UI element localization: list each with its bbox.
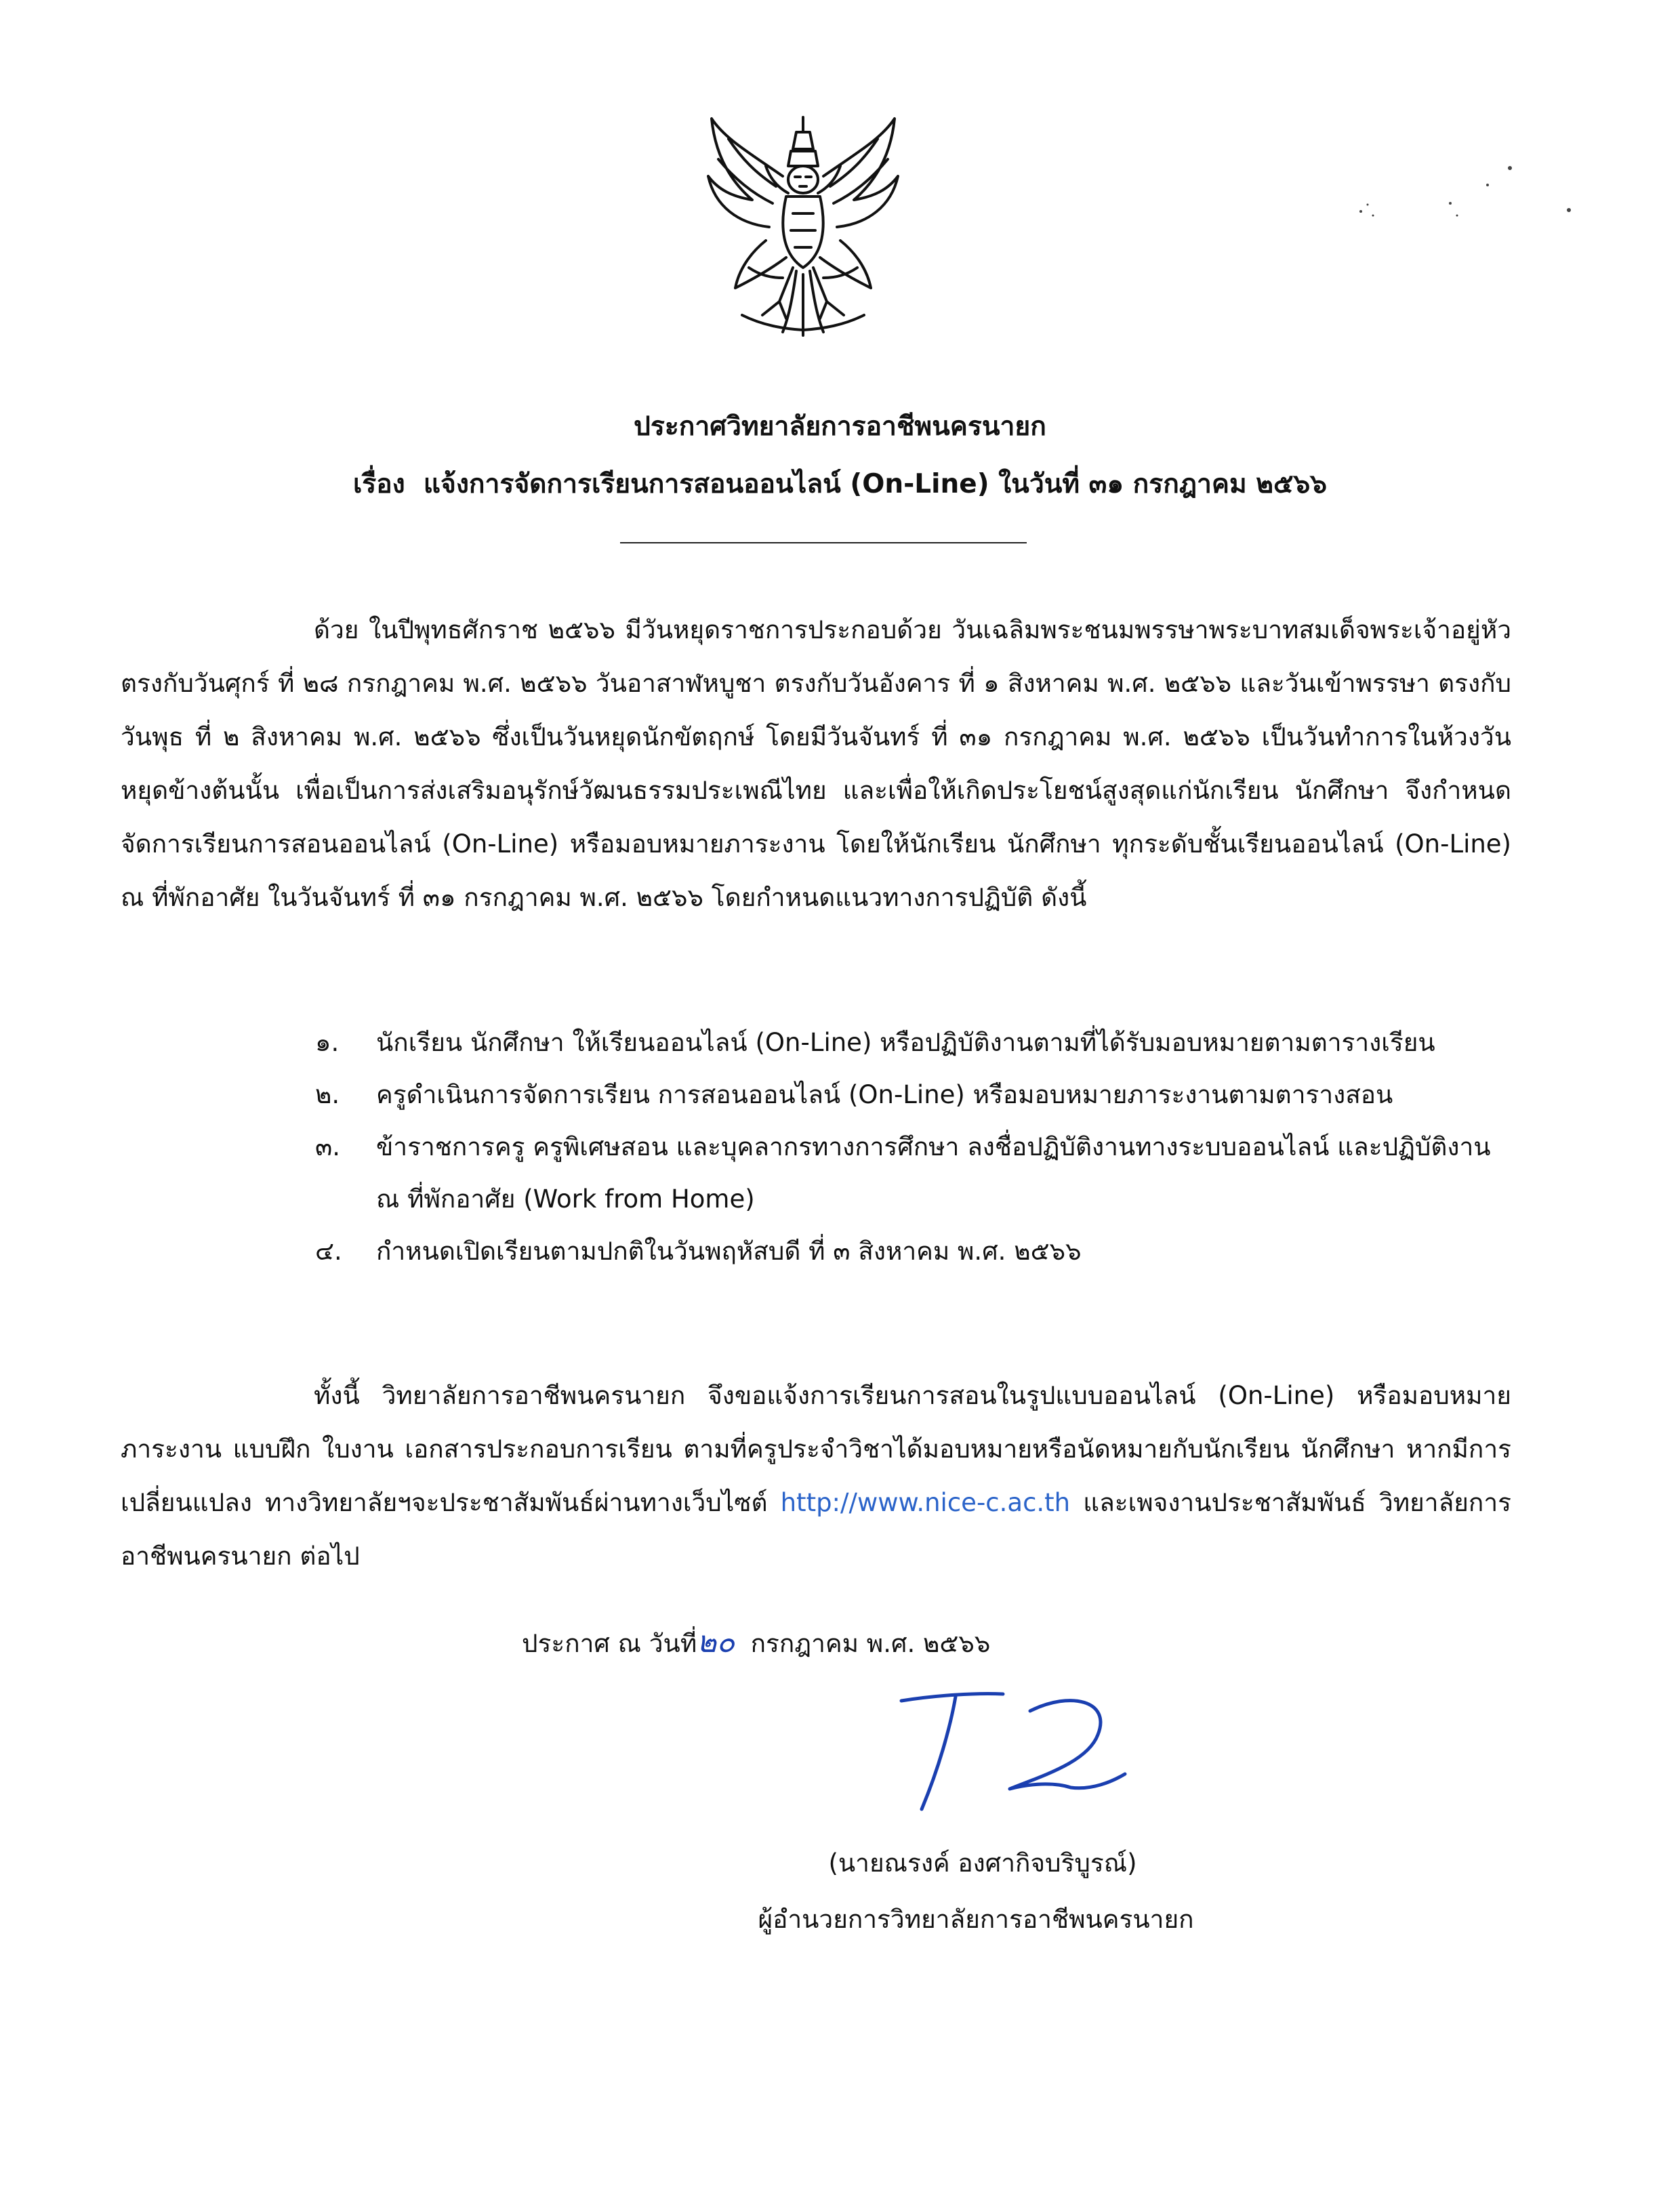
announce-prefix: ประกาศ ณ วันที่ [522, 1629, 697, 1658]
document-subject [0, 463, 1680, 505]
list-item-number: ๓. [315, 1132, 341, 1161]
list-item [315, 1121, 1515, 1225]
body-paragraph-1: ด้วย ในปีพุทธศักราช ๒๕๖๖ มีวันหยุดราชการประกอบด้วย วันเฉลิมพระชนมพรรษาพระบาทสมเด็จพระเจ้าอยู่หัว ตรงกับวันศุกร์ ที่ ๒๘ กรกฎาคม พ.ศ. ๒๕๖๖ วันอาสาฬหบูชา ตรงกับวันอังคาร ที่ ๑ สิงหาคม พ.ศ. ๒๕๖๖ และวันเข้าพรรษา ตรงกับวันพุธ ที่ ๒ สิงหาคม พ.ศ. ๒๕๖๖ ซึ่งเป็นวันหยุดนักขัตฤกษ์ โดยมีวันจันทร์ ที่ ๓๑ กรกฎาคม พ.ศ. ๒๕๖๖ เป็นวันทำการในห้วงวันหยุดข้างต้นนั้น เพื่อเป็นการส่งเสริมอนุรักษ์วัฒนธรรมประเพณีไทย และเพื่อให้เกิดประโยชน์สูงสุดแก่นักเรียน นักศึกษา จึงกำหนดจัดการเรียนการสอนออนไลน์ (On-Line) หรือมอบหมายภาระงาน โดยให้นักเรียน นักศึกษา ทุกระดับชั้นเรียนออนไลน์ (On-Line) ณ ที่พักอาศัย ในวันจันทร์ ที่ ๓๑ กรกฎาคม พ.ศ. ๒๕๖๖ โดยกำหนดแนวทางการปฏิบัติ ดังนี้ [121, 615, 1511, 912]
website-link[interactable]: http://www.nice-c.ac.th [780, 1488, 1071, 1517]
list-item-text: กำหนดเปิดเรียนตามปกติในวันพฤหัสบดี ที่ ๓ สิงหาคม พ.ศ. ๒๕๖๖ [376, 1237, 1082, 1266]
list-item-text: นักเรียน นักศึกษา ให้เรียนออนไลน์ (On-Line) หรือปฏิบัติงานตามที่ได้รับมอบหมายตามตารางเรียน [376, 1028, 1435, 1057]
document-title: ประกาศวิทยาลัยการอาชีพนครนายก [634, 411, 1046, 442]
list-item-number: ๒. [315, 1080, 340, 1109]
garuda-emblem-icon [701, 112, 905, 339]
guideline-list [315, 1016, 1515, 1277]
signer-name: (นายณรงค์ องศากิจบริบูรณ์) [828, 1849, 1137, 1878]
list-item-number: ๑. [315, 1028, 340, 1057]
subject-text: แจ้งการจัดการเรียนการสอนออนไลน์ (On-Line) ในวันที่ ๓๑ กรกฎาคม ๒๕๖๖ [423, 469, 1328, 499]
paragraph-2-text: ทั้งนี้ วิทยาลัยการอาชีพนครนายก จึงขอแจ้งการเรียนการสอนในรูปแบบออนไลน์ (On-Line) หรือมอบหมายภาระงาน แบบฝึก ใบงาน เอกสารประกอบการเรียน ตามที่ครูประจำวิชาได้มอบหมายหรือนัดหมายกับนักเรียน นักศึกษา หากมีการเปลี่ยนแปลง ทางวิทยาลัยฯจะประชาสัมพันธ์ผ่านทางเว็บไซต์ [121, 1381, 1511, 1517]
list-item [315, 1225, 1515, 1277]
announce-day: ๒๐ [697, 1625, 735, 1659]
list-item [315, 1016, 1515, 1069]
paragraph-2-tail: และเพจงานประชาสัมพันธ์ วิทยาลัยการอาชีพนครนายก ต่อไป [121, 1488, 1511, 1571]
list-item-text: ครูดำเนินการจัดการเรียน การสอนออนไลน์ (On-Line) หรือมอบหมายภาระงานตามตารางสอน [376, 1080, 1393, 1109]
list-item [315, 1069, 1515, 1121]
subject-prefix: เรื่อง [352, 469, 405, 499]
announcement-date [522, 1618, 990, 1666]
list-item-text: ข้าราชการครู ครูพิเศษสอน และบุคลากรทางการศึกษา ลงชื่อปฏิบัติงานทางระบบออนไลน์ และปฏิบัติงาน ณ ที่พักอาศัย (Work from Home) [376, 1132, 1491, 1214]
title-divider [620, 542, 1027, 543]
scan-specks [1349, 163, 1579, 224]
signature-icon [874, 1674, 1145, 1823]
signer-title: ผู้อำนวยการวิทยาลัยการอาชีพนครนายก [758, 1905, 1194, 1934]
body-paragraph-2 [121, 1369, 1511, 1583]
announce-rest: กรกฎาคม พ.ศ. ๒๕๖๖ [750, 1629, 991, 1658]
list-item-number: ๔. [315, 1237, 342, 1266]
